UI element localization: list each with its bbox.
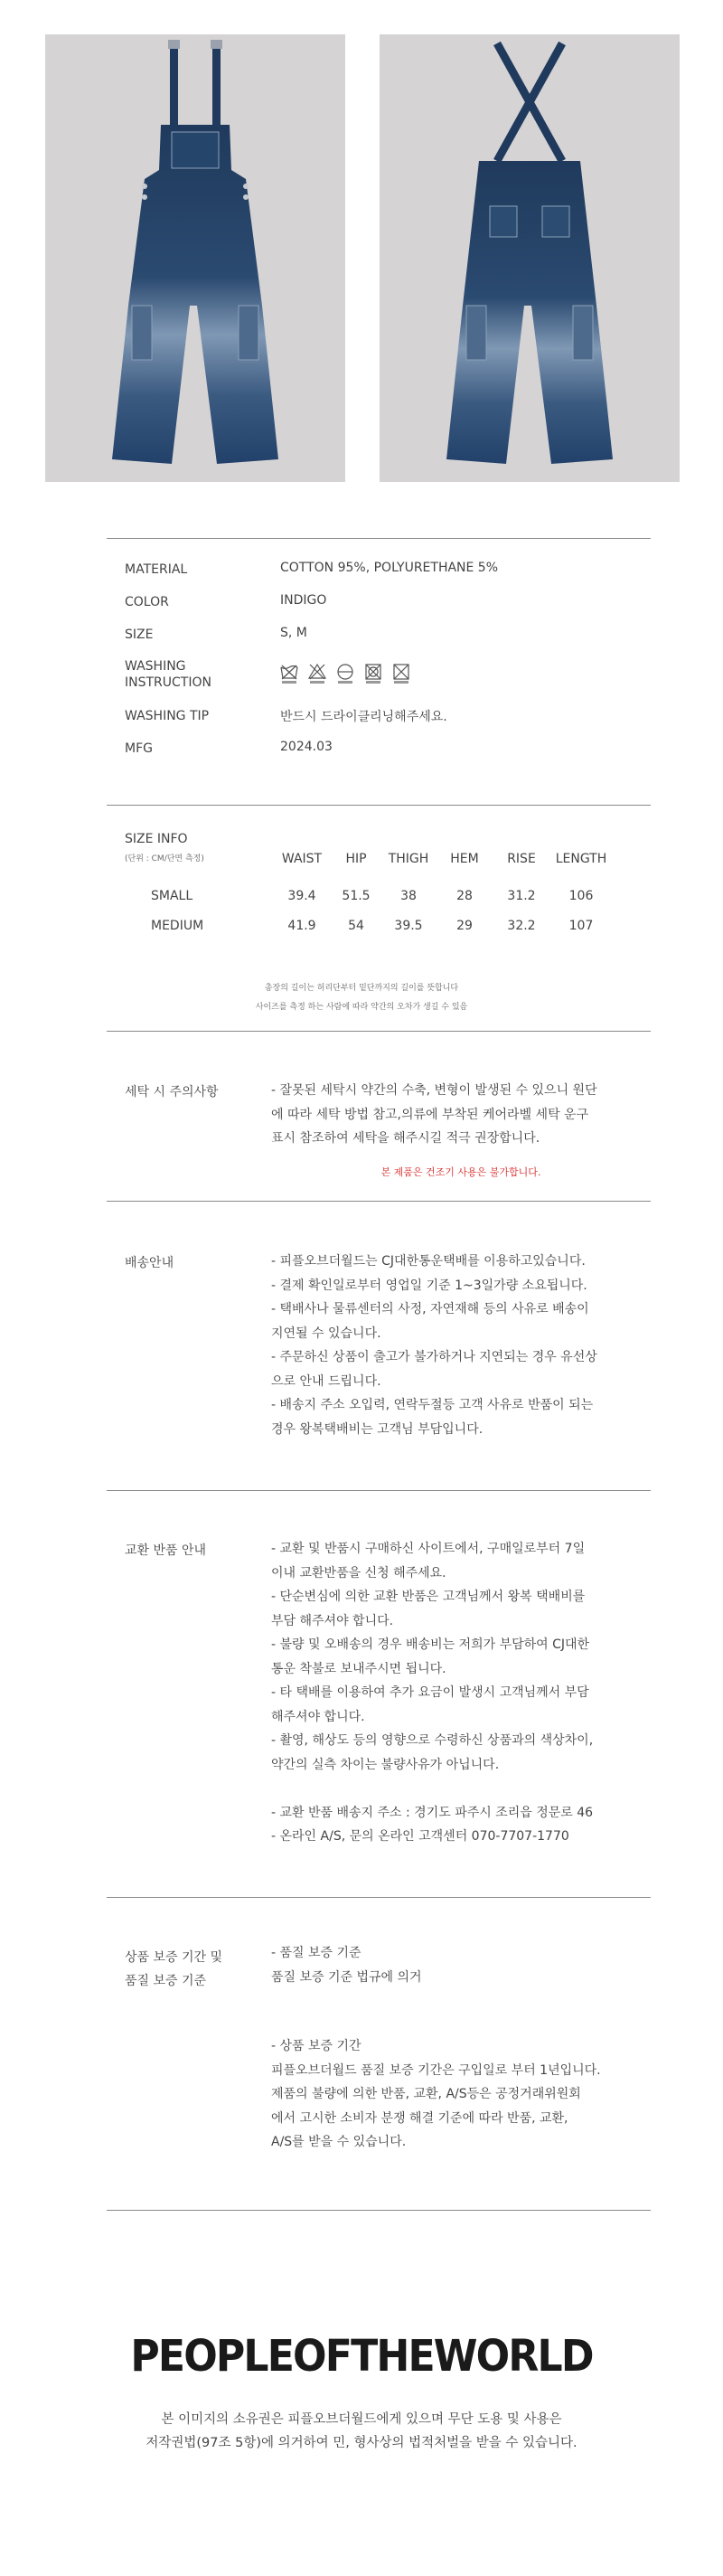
product-photo-front [45, 34, 345, 482]
iron-icon [335, 662, 355, 685]
spec-value-size: S, M [280, 626, 307, 640]
spec-value-mfg: 2024.03 [280, 740, 333, 754]
size-header-rise: RISE [507, 852, 536, 866]
product-photo-back [380, 34, 680, 482]
size-cell: 106 [568, 889, 594, 903]
no-tumble-dry-icon [363, 662, 383, 685]
spec-value-material: COTTON 95%, POLYURETHANE 5% [280, 561, 499, 575]
size-cell: 39.5 [394, 919, 423, 933]
hand-wash-icon [279, 662, 299, 685]
size-cell: 51.5 [342, 889, 371, 903]
size-row-medium: MEDIUM [151, 919, 204, 933]
size-note-length: 총장의 길이는 허리단부터 밑단까지의 길이를 뜻합니다 [264, 984, 459, 993]
spec-value-washing-tip: 반드시 드라이클리닝해주세요. [280, 710, 447, 724]
spec-label-size: SIZE [125, 627, 154, 642]
spec-label-washing-tip: WASHING TIP [125, 709, 210, 723]
size-note-tolerance: 사이즈를 측정 하는 사람에 따라 약간의 오차가 생길 수 있음 [255, 1003, 468, 1012]
shipping-text: - 피플오브더월드는 CJ대한통운택배를 이용하고있습니다. - 결제 확인일로부터 영업일 기준 1~3일가량 소요됩니다. - 택배사나 물류센터의 사정, 자연재해 등의 사유로 배송이 지연될 수 있습니다. - 주문하신 상품이 출고가 불가하거나 지연되는 경우 유선상 으로 안내 드립니다. - 배송지 주소 오입력, 연락두절등 고객 사유로 반품이 되는 경우 왕복택배비는 고객님 부담입니다. [271, 1254, 597, 1437]
size-header-thigh: THIGH [388, 852, 429, 866]
size-header-waist: WAIST [281, 852, 323, 866]
spec-value-color: INDIGO [280, 593, 327, 608]
size-header-length: LENGTH [555, 852, 607, 866]
size-row-small: SMALL [151, 889, 193, 903]
spec-label-color: COLOR [125, 595, 169, 609]
divider [107, 1031, 651, 1032]
divider [107, 805, 651, 806]
divider [107, 538, 651, 539]
copyright-notice: 본 이미지의 소유권은 피플오브더월드에게 있으며 무단 도용 및 사용은 저작권법(97조 5항)에 의거하여 민, 형사상의 법적처벌을 받을 수 있습니다. [146, 2412, 577, 2450]
spec-label-washing-instruction: WASHING INSTRUCTION [125, 659, 211, 690]
overalls-front-image [45, 34, 345, 482]
brand-logo: PEOPLEOFTHEWORLD [130, 2331, 593, 2382]
no-bleach-icon [307, 662, 327, 685]
divider [107, 1897, 651, 1898]
laundry-label: 세탁 시 주의사항 [125, 1085, 219, 1099]
size-cell: 39.4 [287, 889, 316, 903]
size-cell: 31.2 [507, 889, 536, 903]
overalls-back-image [380, 34, 680, 482]
spec-label-material: MATERIAL [125, 562, 188, 577]
size-header-hem: HEM [450, 852, 479, 866]
size-cell: 107 [568, 919, 594, 933]
size-cell: 28 [456, 889, 473, 903]
divider [107, 1490, 651, 1491]
laundry-warning: 본 제품은 건조기 사용은 불가합니다. [380, 1166, 541, 1178]
exchange-text: - 교환 및 반품시 구매하신 사이트에서, 구매일로부터 7일 이내 교환반품을 신청 해주세요. - 단순변심에 의한 교환 반품은 고객님께서 왕복 택배비를 부담 해주셔야 합니다. - 불량 및 오배송의 경우 배송비는 저희가 부담하여 CJ대한 통운 착불로 보내주시면 됩니다. - 타 택배를 이용하여 추가 요금이 발생시 고객님께서 부담 해주셔야 합니다. - 촬영, 해상도 등의 영향으로 수령하신 상품과의 색상차이, 약간의 실측 차이는 불량사유가 아닙니다. - 교환 반품 배송지 주소 : 경기도 파주시 조리읍 정문로 46 - 온라인 A/S, 문의 온라인 고객센터 070-7707-1770 [271, 1542, 594, 1844]
washing-icons [279, 662, 411, 685]
size-cell: 54 [348, 919, 364, 933]
size-info-title: SIZE INFO [125, 832, 188, 846]
dry-clean-icon [391, 662, 411, 685]
warranty-text-period: - 상품 보증 기간 피플오브더월드 품질 보증 기간은 구입일로 부터 1년입니다. 제품의 불량에 의한 반품, 교환, A/S등은 공정거래위원회 에서 고시한 소비자 분쟁 해결 기준에 따라 반품, 교환, A/S를 받을 수 있습니다. [271, 2039, 601, 2149]
size-cell: 29 [456, 919, 473, 933]
warranty-label: 상품 보증 기간 및 품질 보증 기준 [125, 1950, 223, 1988]
laundry-text: - 잘못된 세탁시 약간의 수축, 변형이 발생된 수 있으니 원단 에 따라 세탁 방법 참고,의류에 부착된 케어라벨 세탁 운구 표시 참조하여 세탁을 해주시길 적극 권장합니다. [271, 1083, 597, 1146]
spec-label-mfg: MFG [125, 741, 153, 756]
warranty-text-standard: - 품질 보증 기준 품질 보증 기준 법규에 의거 [271, 1946, 422, 1985]
size-cell: 38 [400, 889, 417, 903]
size-header-hip: HIP [345, 852, 367, 866]
divider [107, 1201, 651, 1202]
exchange-label: 교환 반품 안내 [125, 1543, 207, 1558]
size-cell: 41.9 [287, 919, 316, 933]
size-info-unit-note: (단위 : CM/단면 측정) [125, 854, 204, 863]
divider [107, 2210, 651, 2211]
shipping-label: 배송안내 [125, 1256, 174, 1270]
size-cell: 32.2 [507, 919, 536, 933]
